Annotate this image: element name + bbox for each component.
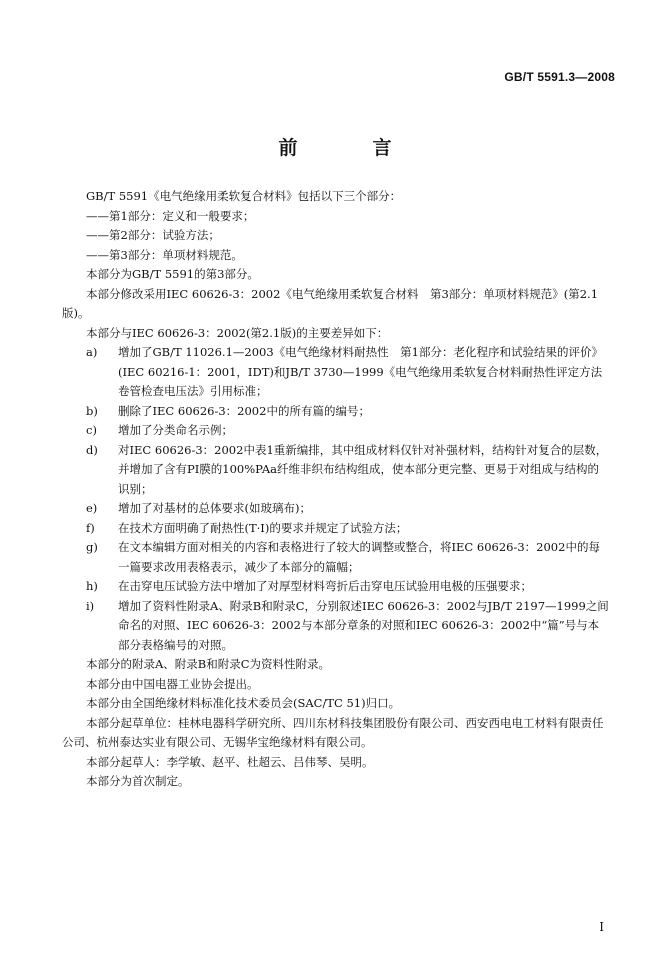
first-edition-statement: 本部分为首次制定。: [86, 774, 190, 788]
difference-item: [62, 343, 614, 402]
difference-text: 在技术方面明确了耐热性(T·I)的要求并规定了试验方法；: [118, 520, 408, 535]
standard-code: GB/T 5591.3—2008: [504, 70, 615, 84]
difference-text: 增加了分类命名示例；: [118, 423, 233, 437]
part-statement: 本部分为GB/T 5591的第3部分。: [86, 267, 259, 281]
difference-label: a): [86, 345, 98, 359]
page-number: I: [599, 920, 604, 934]
drafters: 本部分起草人：李学敏、赵平、杜超云、吕伟琴、吴明。: [86, 754, 374, 769]
difference-item: [62, 519, 610, 539]
difference-label: i): [86, 598, 95, 613]
difference-text: 在击穿电压试验方法中增加了对厚型材料弯折后击穿电压试验用电极的压强要求；: [118, 579, 532, 593]
difference-item: [62, 577, 610, 597]
difference-label: h): [86, 579, 98, 593]
intro-paragraph: GB/T 5591《电气绝缘用柔软复合材料》包括以下三个部分：: [86, 189, 402, 203]
annex-statement: 本部分的附录A、附录B和附录C为资料性附录。: [86, 657, 331, 671]
proposer-statement: 本部分由中国电器工业协会提出。: [86, 676, 259, 691]
difference-text: 增加了对基材的总体要求(如玻璃布)；: [118, 501, 311, 515]
part-list-item: ——第2部分：试验方法；: [86, 228, 220, 242]
difference-item: [62, 402, 610, 422]
difference-item: [62, 597, 610, 656]
difference-text: 在文本编辑方面对相关的内容和表格进行了较大的调整或整合，将IEC 60626-3：2002中的每一篇要求改用表格表示，减少了本部分的篇幅；: [118, 540, 600, 574]
difference-text: 增加了资料性附录A、附录B和附录C，分别叙述IEC 60626-3：2002与JB/T 2197—1999之间命名的对照、IEC 60626-3：2002与本部分章条的对照和IEC 60626-3：2002中“篇”号与本部分表格编号的对照。: [118, 598, 609, 652]
difference-item: [62, 441, 610, 500]
difference-item: [62, 538, 610, 577]
drafting-units: 本部分起草单位：桂林电器科学研究所、四川东材科技集团股份有限公司、西安西电电工材料有限责任公司、杭州泰达实业有限公司、无锡华宝绝缘材料有限公司。: [62, 715, 604, 749]
difference-label: d): [86, 442, 98, 457]
committee-statement: 本部分由全国绝缘材料标准化技术委员会(SAC/TC 51)归口。: [86, 696, 401, 710]
difference-text: 删除了IEC 60626-3：2002中的所有篇的编号；: [118, 403, 370, 418]
part-list-item: ——第1部分：定义和一般要求；: [86, 208, 255, 223]
difference-text: 增加了GB/T 11026.1—2003《电气绝缘材料耐热性 第1部分：老化程序和试验结果的评价》(IEC 60216-1：2001，IDT)和JB/T 3730—1999《电气绝缘用柔软复合材料耐热性评定方法 卷管检查电压法》引用标准；: [118, 345, 614, 398]
adoption-statement: 本部分修改采用IEC 60626-3：2002《电气绝缘用柔软复合材料 第3部分：单项材料规范》(第2.1版)。: [62, 286, 599, 320]
difference-item: [62, 499, 610, 519]
page-title: 前 言: [278, 137, 420, 159]
part-list-item: ——第3部分：单项材料规范。: [86, 247, 243, 262]
difference-label: c): [86, 423, 97, 437]
difference-label: g): [86, 540, 98, 554]
difference-text: 对IEC 60626-3：2002中表1重新编排，其中组成材料仅针对补强材料，结构针对复合的层数，并增加了含有PI膜的100%PAa纤维非织布结构组成，使本部分更完整、更易于对组成与结构的识别；: [118, 442, 608, 496]
difference-label: e): [86, 501, 98, 515]
difference-label: f): [86, 520, 95, 535]
difference-item: [62, 421, 610, 441]
difference-label: b): [86, 403, 98, 418]
differences-heading: 本部分与IEC 60626-3：2002(第2.1版)的主要差异如下：: [86, 325, 389, 340]
foreword-body: [62, 187, 614, 792]
